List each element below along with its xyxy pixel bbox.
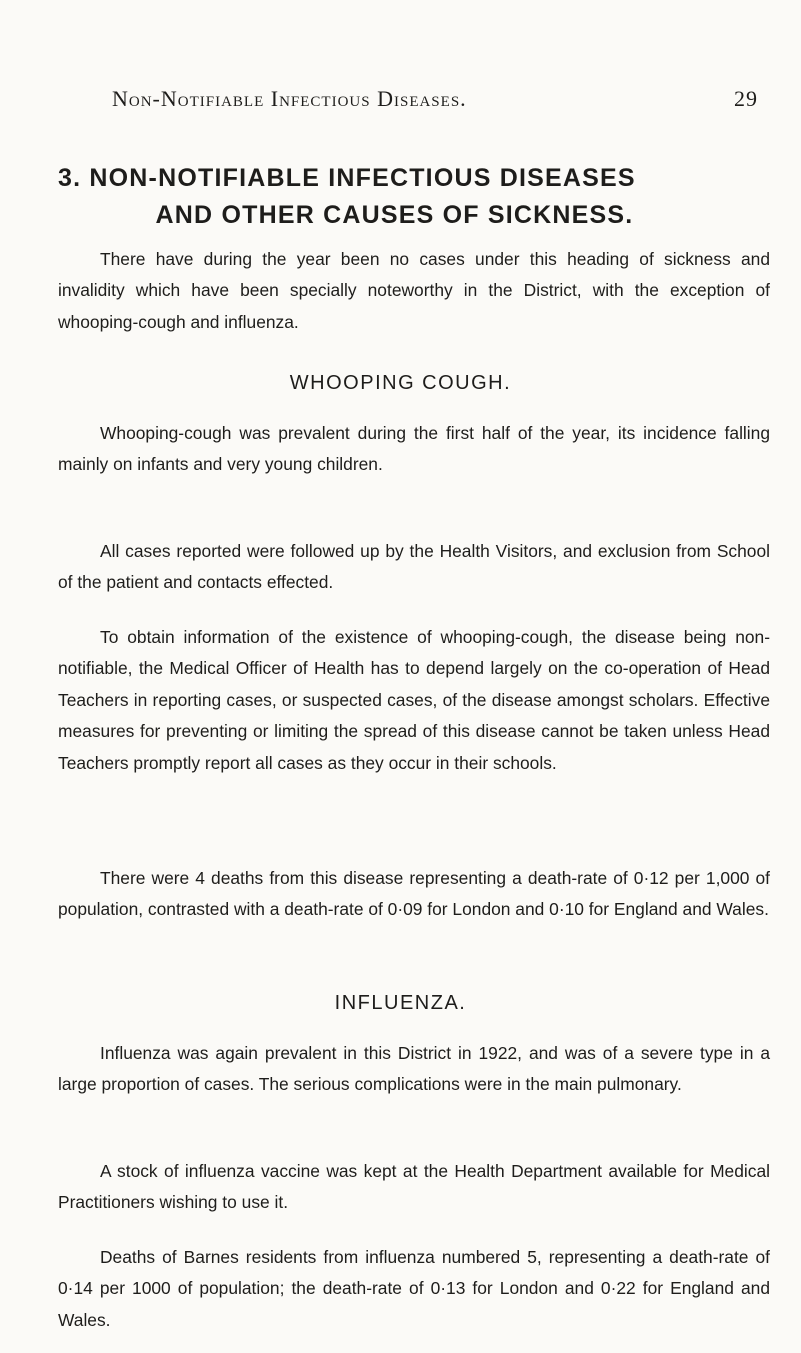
section-heading-line2-text: AND OTHER CAUSES OF SICKNESS. bbox=[155, 201, 634, 229]
influenza-paragraph-3: Deaths of Barnes residents from influenza numbered 5, representing a death-rate of 0·14 per 1000 of population; the death-rate of 0·13 for London and 0·22 for England and Wales. bbox=[58, 1247, 770, 1330]
whooping-paragraph-4: There were 4 deaths from this disease representing a death-rate of 0·12 per 1,000 of population, contrasted with a death-rate of 0·09 for London and 0·10 for England and Wales. bbox=[58, 868, 770, 920]
whooping-cough-heading: WHOOPING COUGH. bbox=[289, 372, 512, 394]
section-heading-line2 bbox=[0, 201, 801, 230]
page-number: 29 bbox=[734, 86, 758, 111]
running-head-title: Non-Notifiable Infectious Diseases. bbox=[112, 86, 467, 111]
influenza-paragraph-2: A stock of influenza vaccine was kept at the Health Department available for Medical Practitioners wishing to use it. bbox=[58, 1161, 770, 1213]
intro-paragraph: There have during the year been no cases under this heading of sickness and invalidity which have been specially noteworthy in the District, with the exception of whooping-cough and influenza. bbox=[58, 249, 770, 332]
whooping-paragraph-3: To obtain information of the existence of whooping-cough, the disease being non-notifiable, the Medical Officer of Health has to depend largely on the co-operation of Head Teachers in reporting cases, or suspected cases, of the disease amongst scholars. Effective measures for preventing or limiting the spread of this disease cannot be taken unless Head Teachers promptly report all cases as they occur in their schools. bbox=[58, 627, 770, 773]
influenza-paragraph-1: Influenza was again prevalent in this District in 1922, and was of a severe type in a large proportion of cases. The serious complications were in the main pulmonary. bbox=[58, 1043, 770, 1095]
whooping-paragraph-2: All cases reported were followed up by the Health Visitors, and exclusion from School of the patient and contacts effected. bbox=[58, 541, 770, 593]
influenza-heading: INFLUENZA. bbox=[334, 992, 467, 1014]
whooping-paragraph-1: Whooping-cough was prevalent during the first half of the year, its incidence falling mainly on infants and very young children. bbox=[58, 423, 770, 475]
section-heading-line1: 3. NON-NOTIFIABLE INFECTIOUS DISEASES bbox=[58, 164, 636, 192]
running-head bbox=[112, 86, 772, 120]
